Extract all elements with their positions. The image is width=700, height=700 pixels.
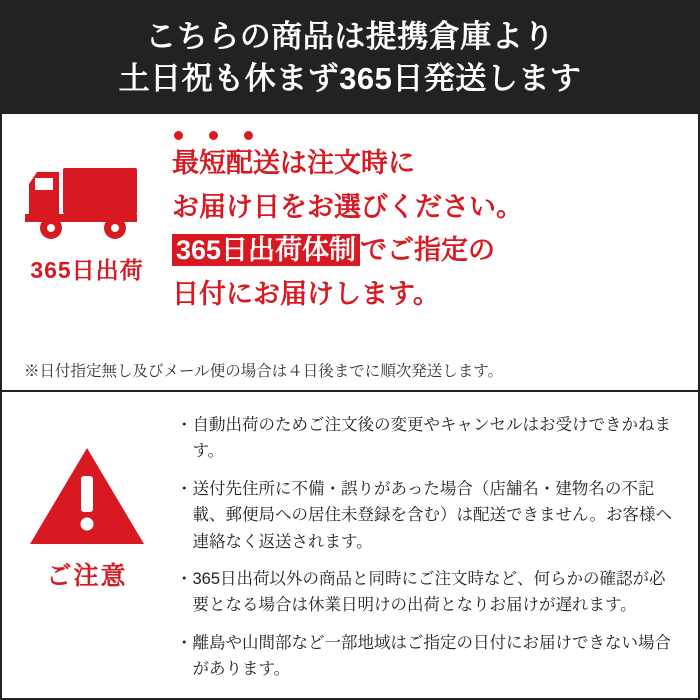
list-item: [176, 566, 682, 619]
header-line-1: こちらの商品は提携倉庫より: [145, 19, 555, 55]
header-line-2: 土日祝も休まず365日発送します: [118, 61, 582, 96]
list-item: [176, 412, 682, 465]
decorative-dots: [172, 130, 684, 140]
caution-icon-column: [2, 408, 172, 592]
bullet-icon: ・: [176, 569, 193, 588]
shipping-note: ※日付指定無し及びメール便の場合は４日後までに順次発送します。: [24, 362, 503, 380]
dot-icon: [209, 131, 218, 140]
caution-label: ご注意: [46, 562, 128, 590]
bullet-icon: ・: [176, 479, 193, 498]
warning-triangle-icon: [28, 444, 146, 548]
list-item: [176, 476, 682, 555]
shipping-line-1: 最短配送は注文時に: [172, 148, 415, 178]
dot-icon: [244, 131, 253, 140]
list-item: [176, 630, 682, 683]
banner-header: [2, 2, 698, 114]
shipping-line-2: お届け日をお選びください。: [172, 191, 523, 222]
bullet-icon: ・: [176, 416, 193, 434]
caution-section: [2, 392, 698, 698]
list-item-text: 365日出荷以外の商品と同時にご注文時など、何らかの確認が必要となる場合は休業日明けの出荷となりお届けが遅れます。: [192, 569, 666, 615]
list-item-text: 自動出荷のためご注文後の変更やキャンセルはお受けできかねます。: [192, 416, 671, 461]
dot-icon: [174, 131, 183, 140]
shipping-highlight: 365日出荷体制: [172, 234, 360, 266]
shipping-line-3-rest: でご指定の: [360, 235, 496, 266]
bullet-icon: ・: [176, 633, 193, 652]
shipping-line-3: [172, 229, 684, 273]
shipping-main-row: [2, 120, 698, 358]
delivery-truck-icon: [23, 158, 151, 244]
truck-label: 365日出荷: [30, 257, 144, 283]
shipping-text-column: [172, 120, 698, 317]
list-item-text: 離島や山間部など一部地域はご指定の日付にお届けできない場合があります。: [192, 633, 671, 679]
shipping-line-4: 日付にお届けします。: [172, 279, 440, 310]
truck-column: [2, 120, 172, 285]
caution-list: [172, 408, 698, 694]
shipping-section: [2, 114, 698, 392]
list-item-text: 送付先住所に不備・誤りがあった場合（店舗名・建物名の不記載、郵便局への居住未登録を含む）は配送できません。お客様へ連絡なく返送されます。: [192, 479, 672, 551]
